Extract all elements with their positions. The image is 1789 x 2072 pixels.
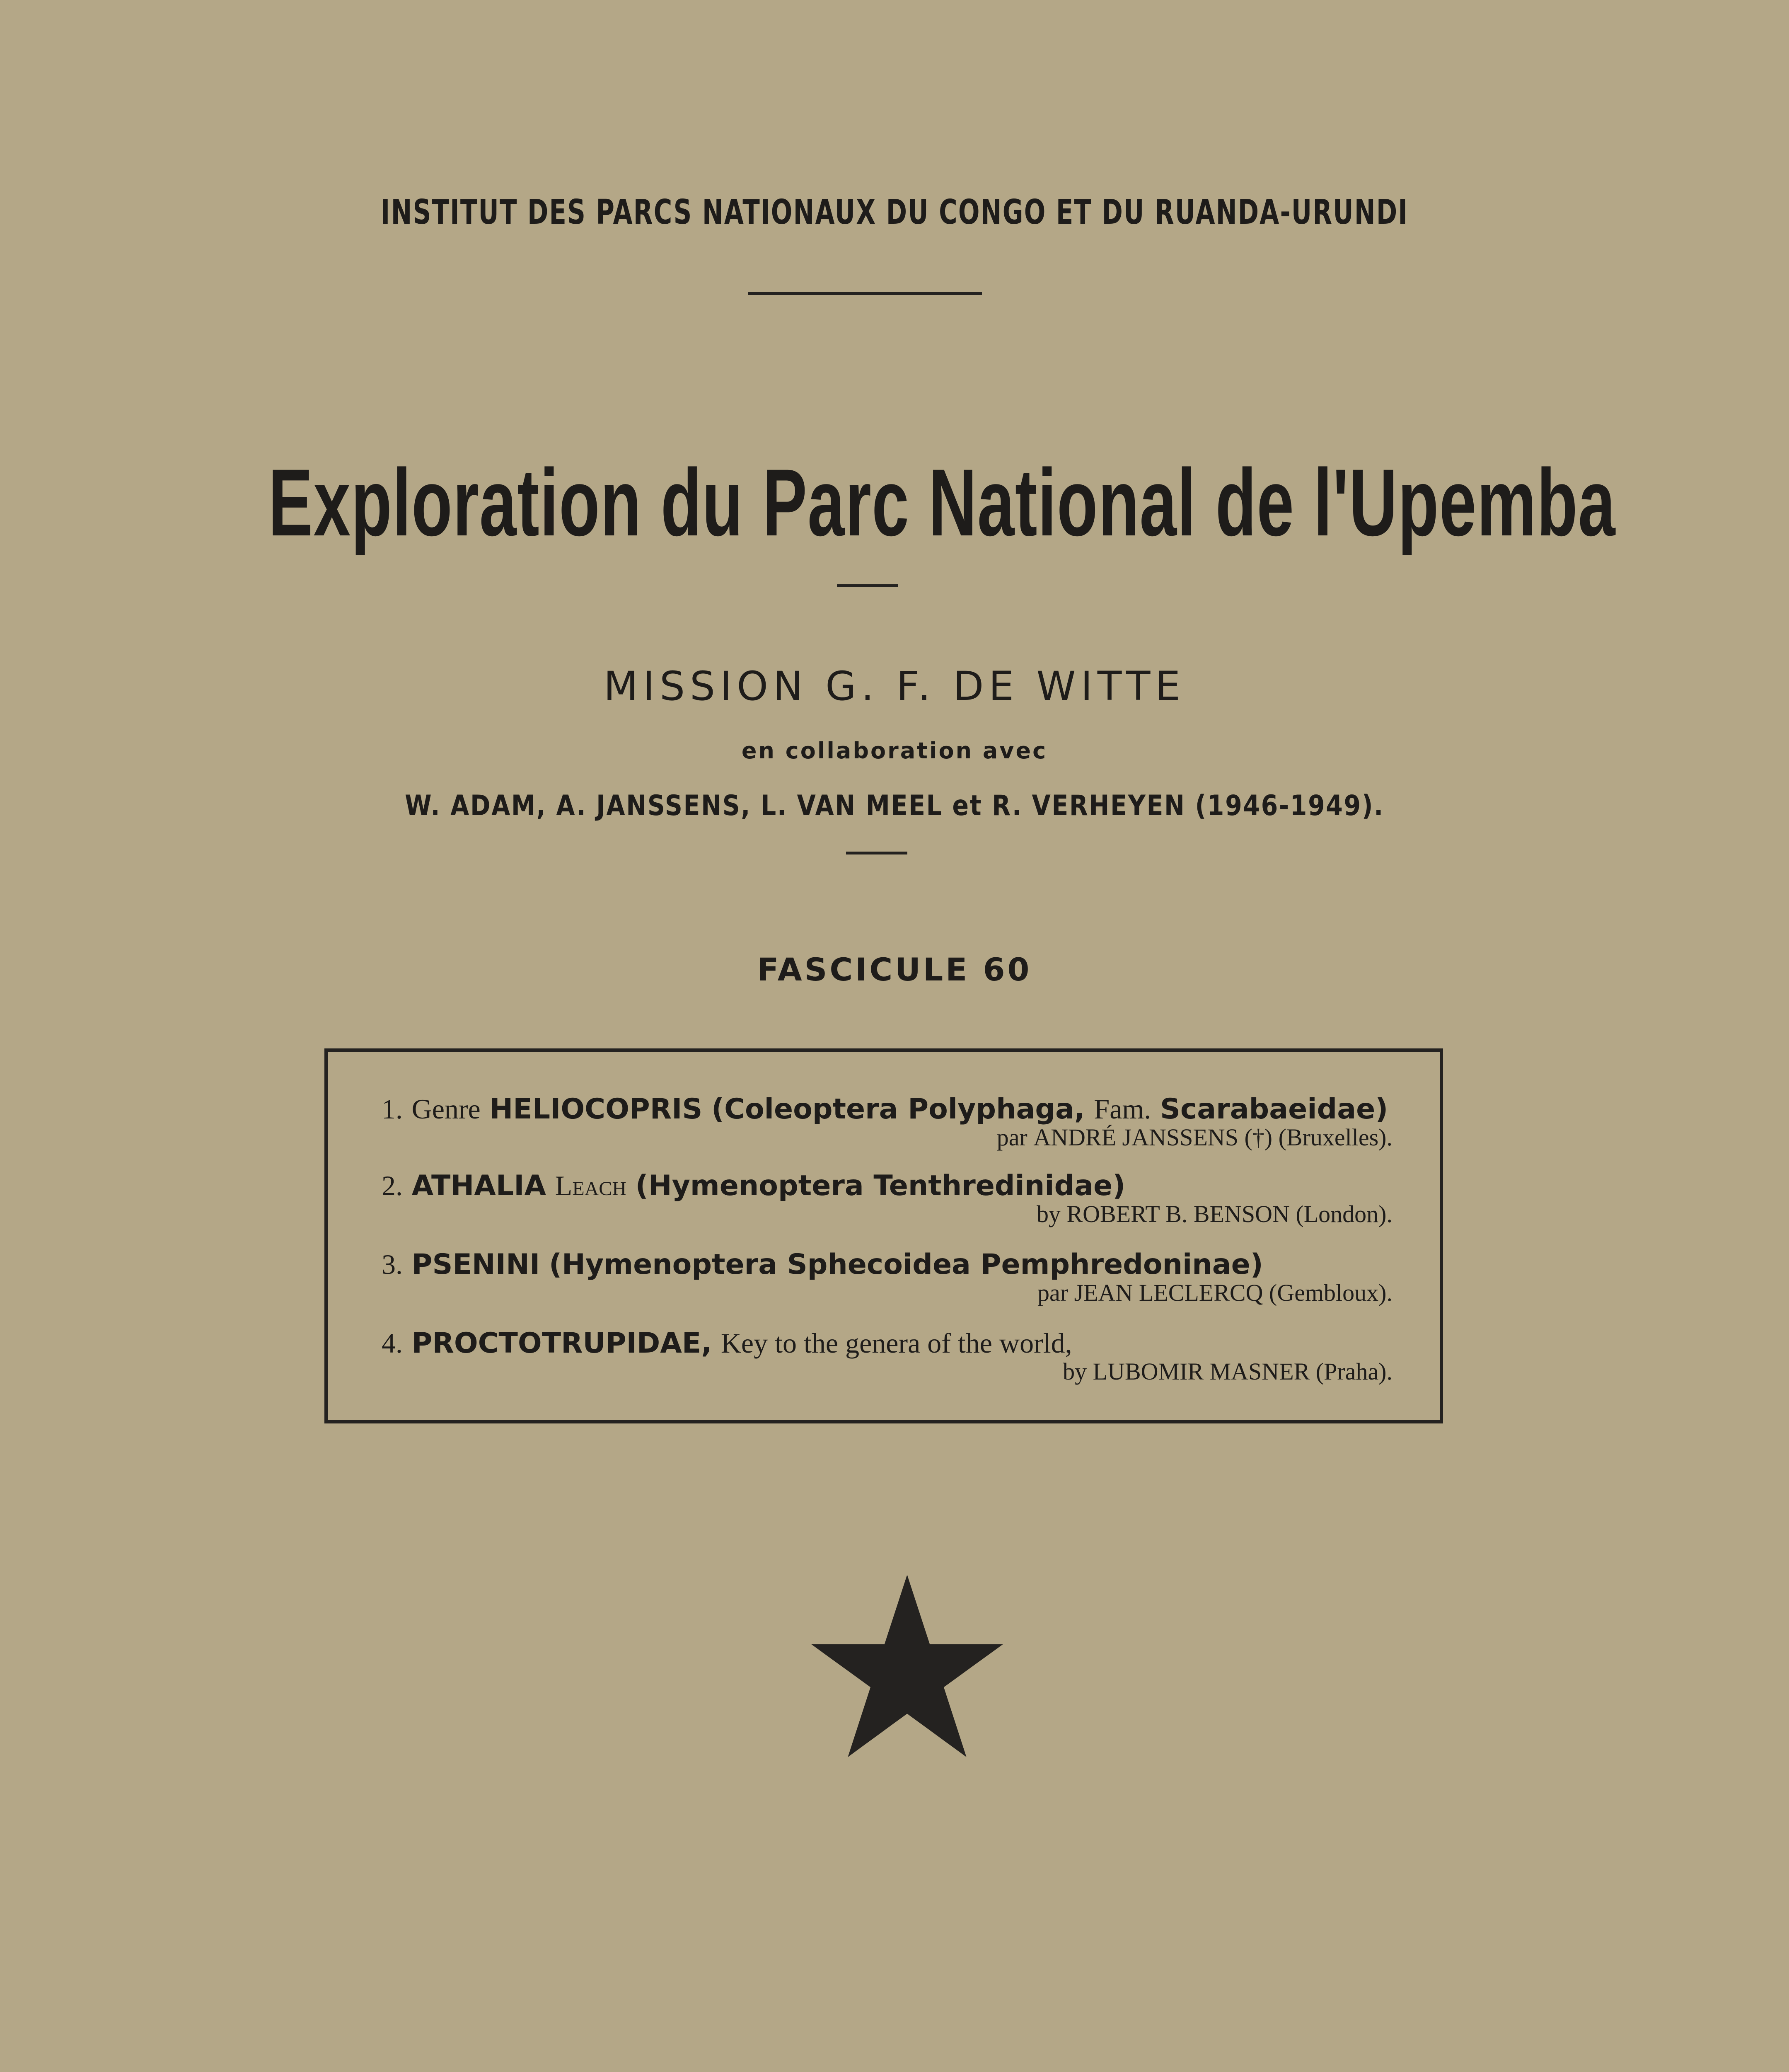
entry-number: 4.	[382, 1327, 403, 1359]
entry-suffix: (Praha).	[1315, 1358, 1393, 1385]
entry-author: ROBERT B. BENSON	[1066, 1201, 1290, 1227]
entry-by: by	[1063, 1358, 1087, 1385]
entry-genus: PSENINI	[411, 1248, 540, 1281]
table-of-contents	[324, 1048, 1443, 1423]
entry-suffix: (†) (Bruxelles).	[1244, 1124, 1393, 1151]
institute-name: INSTITUT DES PARCS NATIONAUX DU CONGO ET DU RUANDA-URUNDI	[380, 193, 1409, 232]
entry-prefix: Genre	[411, 1093, 481, 1125]
entry-description-plain: Fam.	[1094, 1093, 1151, 1125]
entry-number: 1.	[382, 1093, 403, 1125]
entry-description-tail: Scarabaeidae)	[1160, 1093, 1388, 1126]
divider-rule-3	[846, 852, 907, 854]
contents-entry-3	[382, 1249, 1393, 1305]
entry-number: 2.	[382, 1170, 403, 1201]
entry-genus-author: Leach	[555, 1170, 626, 1201]
entry-author: ANDRÉ JANSSENS	[1033, 1124, 1238, 1151]
entry-genus: ATHALIA	[411, 1169, 546, 1202]
mission-name: MISSION G. F. DE WITTE	[603, 663, 1186, 709]
publication-title: Exploration du Parc National de l'Upemba	[268, 449, 1616, 556]
star-icon	[805, 1575, 1010, 1757]
divider-rule-2	[837, 584, 898, 587]
entry-number: 3.	[382, 1249, 403, 1280]
entry-suffix: (Gembloux).	[1269, 1279, 1393, 1306]
contents-entry-4	[382, 1327, 1393, 1384]
entry-description: (Coleoptera Polyphaga,	[711, 1093, 1085, 1126]
entry-author: LUBOMIR MASNER	[1093, 1358, 1310, 1385]
entry-author: JEAN LECLERCQ	[1074, 1279, 1263, 1306]
entry-description-plain: Key to the genera of the world,	[720, 1327, 1072, 1359]
contents-entry-2	[382, 1170, 1393, 1227]
fascicule-number: FASCICULE 60	[757, 951, 1032, 988]
contents-entry-1	[382, 1093, 1393, 1150]
mission-members: W. ADAM, A. JANSSENS, L. VAN MEEL et R. VERHEYEN (1946-1949).	[405, 789, 1384, 822]
star-shape	[811, 1575, 1003, 1757]
entry-genus: PROCTOTRUPIDAE,	[411, 1327, 712, 1360]
entry-description: (Hymenoptera Sphecoidea Pemphredoninae)	[549, 1248, 1263, 1281]
entry-description: (Hymenoptera Tenthredinidae)	[635, 1169, 1126, 1202]
entry-genus: HELIOCOPRIS	[489, 1093, 703, 1126]
divider-rule-1	[748, 292, 982, 295]
entry-by: par	[996, 1124, 1027, 1151]
entry-by: par	[1037, 1279, 1069, 1306]
entry-by: by	[1036, 1201, 1061, 1227]
collaboration-label: en collaboration avec	[741, 738, 1048, 764]
entry-suffix: (London).	[1296, 1201, 1393, 1227]
